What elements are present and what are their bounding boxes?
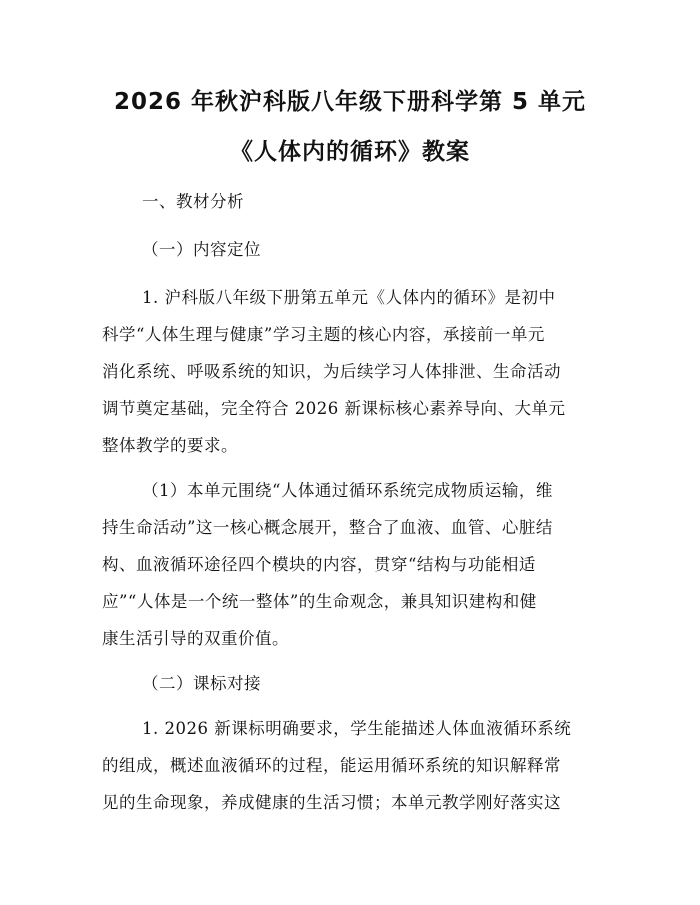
paragraph-line: 整体教学的要求。 — [102, 436, 238, 455]
paragraph-line: 应”“人体是一个统一整体”的生命观念，兼具知识建构和健 — [102, 592, 537, 611]
paragraph-line: 科学“人体生理与健康”学习主题的核心内容，承接前一单元 — [102, 325, 545, 344]
document-title-line2: 《人体内的循环》教案 — [230, 139, 470, 165]
subsection-heading-curriculum-alignment: （二）课标对接 — [142, 674, 261, 693]
paragraph-line: 持生命活动”这一核心概念展开，整合了血液、血管、心脏结 — [102, 518, 553, 537]
paragraph-line: 调节奠定基础，完全符合 2026 新课标核心素养导向、大单元 — [102, 399, 566, 418]
paragraph-line: 康生活引导的双重价值。 — [102, 629, 289, 648]
paragraph-line: 见的生命现象，养成健康的生活习惯；本单元教学刚好落实这 — [102, 793, 561, 812]
subsection-heading-content-position: （一）内容定位 — [142, 240, 261, 259]
paragraph-line: （1）本单元围绕“人体通过循环系统完成物质运输，维 — [142, 481, 553, 500]
paragraph-line: 1. 2026 新课标明确要求，学生能描述人体血液循环系统 — [142, 719, 572, 738]
paragraph-line: 构、血液循环途径四个模块的内容，贯穿“结构与功能相适 — [102, 555, 536, 574]
section-heading-textbook-analysis: 一、教材分析 — [142, 192, 244, 211]
paragraph-line: 消化系统、呼吸系统的知识，为后续学习人体排泄、生命活动 — [102, 362, 561, 381]
paragraph-line: 1. 沪科版八年级下册第五单元《人体内的循环》是初中 — [142, 288, 556, 307]
paragraph-line: 的组成，概述血液循环的过程，能运用循环系统的知识解释常 — [102, 756, 561, 775]
document-title-line1: 2026 年秋沪科版八年级下册科学第 5 单元 — [113, 89, 587, 115]
